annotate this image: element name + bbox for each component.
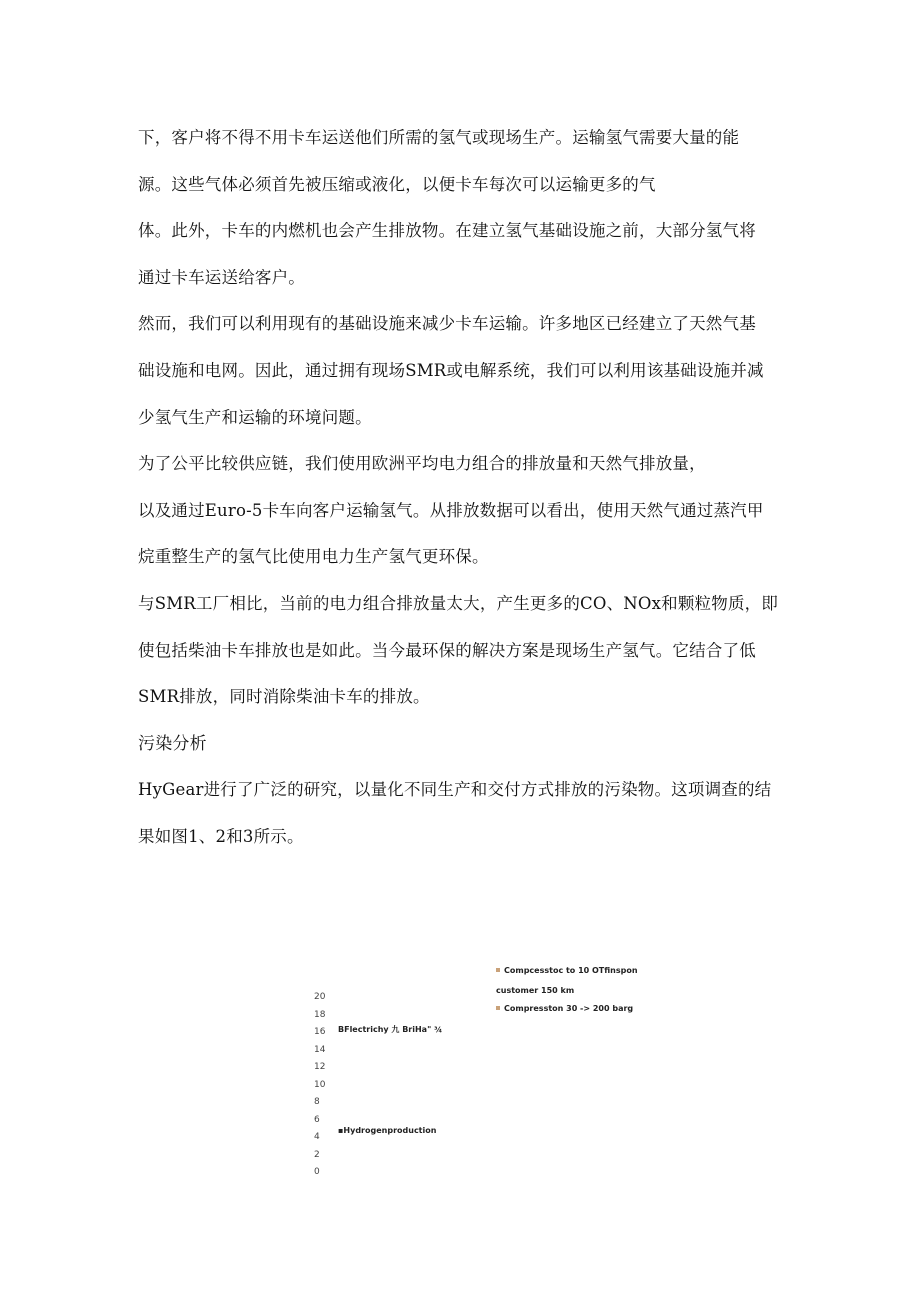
- text-line: SMR排放，同时消除柴油卡车的排放。: [138, 687, 430, 707]
- body-text: [138, 128, 778, 874]
- emissions-chart-figure: [300, 960, 660, 1190]
- text-line: 体。此外，卡车的内燃机也会产生排放物。在建立氢气基础设施之前，大部分氢气将: [138, 221, 756, 241]
- text-line: 少氢气生产和运输的环境问题。: [138, 407, 372, 427]
- legend-label: Compcesstoc to 10 OTfinspon: [504, 966, 638, 975]
- text-line: 与SMR工厂相比，当前的电力组合排放量太大，产生更多的CO、NOx和颗粒物质，即: [138, 593, 779, 613]
- legend-swatch: [496, 968, 500, 972]
- legend-entry-hydrogen-production: ▪Hydrogenproduction: [338, 1126, 437, 1135]
- text-line: 源。这些气体必须首先被压缩或液化，以便卡车每次可以运输更多的气: [138, 174, 656, 194]
- text-line: 通过卡车运送给客户。: [138, 267, 305, 287]
- y-tick-label: 16: [314, 1027, 326, 1037]
- y-tick-label: 8: [314, 1097, 320, 1107]
- text-line: 烷重整生产的氢气比使用电力生产氢气更环保。: [138, 547, 489, 567]
- text-line: 以及通过Euro-5卡车向客户运输氢气。从排放数据可以看出，使用天然气通过蒸汽甲: [138, 500, 764, 520]
- y-tick-label: 18: [314, 1010, 326, 1020]
- legend-entry-compression: [496, 1004, 633, 1013]
- legend-swatch: [496, 1006, 500, 1010]
- section-heading: 污染分析: [138, 733, 207, 754]
- y-tick-label: 0: [314, 1167, 320, 1177]
- y-tick-label: 12: [314, 1062, 326, 1072]
- legend-entry-compression-transport: [496, 966, 638, 975]
- y-tick-label: 14: [314, 1045, 326, 1055]
- y-tick-label: 6: [314, 1115, 320, 1125]
- text-line: 础设施和电网。因此，通过拥有现场SMR或电解系统，我们可以利用该基础设施并减: [138, 360, 764, 380]
- text-line: 果如图1、2和3所示。: [138, 826, 304, 846]
- text-line: 下，客户将不得不用卡车运送他们所需的氢气或现场生产。运输氢气需要大量的能: [138, 128, 740, 147]
- legend-entry-customer-distance: customer 150 km: [496, 986, 575, 995]
- legend-label: Compresston 30 -> 200 barg: [504, 1004, 634, 1013]
- y-tick-label: 4: [314, 1132, 320, 1142]
- y-tick-label: 10: [314, 1080, 326, 1090]
- legend-entry-electricity: BFlectrichy 九 BriHa" ¾: [338, 1025, 443, 1034]
- text-line: 然而，我们可以利用现有的基础设施来减少卡车运输。许多地区已经建立了天然气基: [138, 314, 756, 334]
- text-line: 为了公平比较供应链，我们使用欧洲平均电力组合的排放量和天然气排放量，: [138, 454, 706, 474]
- text-line: 使包括柴油卡车排放也是如此。当今最环保的解决方案是现场生产氢气。它结合了低: [138, 640, 756, 660]
- y-tick-label: 20: [314, 992, 326, 1002]
- text-line: HyGear进行了广泛的研究，以量化不同生产和交付方式排放的污染物。这项调查的结: [138, 780, 772, 800]
- y-tick-label: 2: [314, 1150, 320, 1160]
